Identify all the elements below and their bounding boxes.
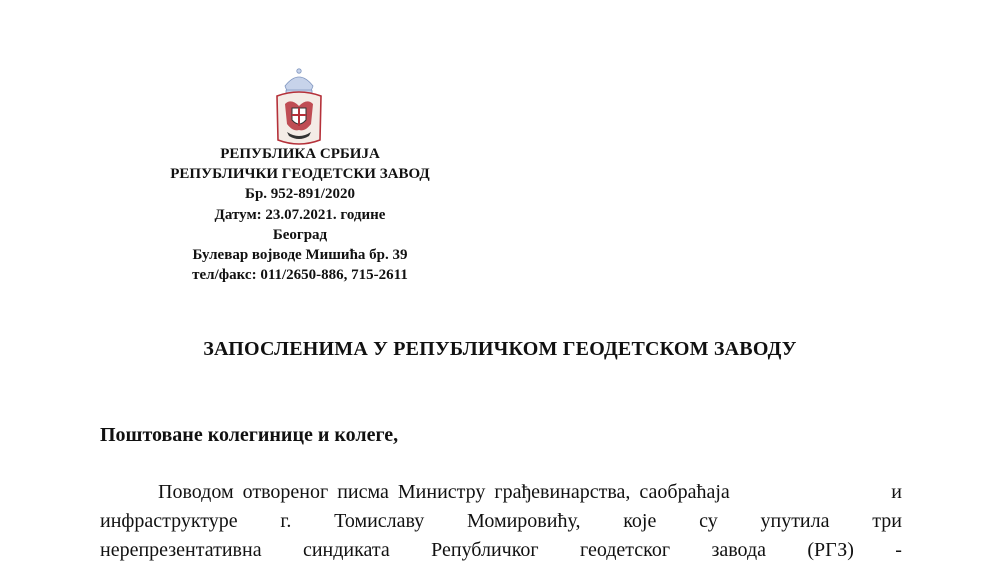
word: и <box>891 481 902 503</box>
body-line <box>100 507 902 536</box>
word: геодетског <box>580 539 671 561</box>
word: отвореног <box>242 481 329 503</box>
serbian-coat-of-arms-icon <box>271 66 327 148</box>
word: Министру <box>397 481 486 503</box>
word: синдиката <box>302 539 390 561</box>
word: грађевинарства, <box>494 481 631 503</box>
word: упутила <box>760 510 830 532</box>
word: г. <box>280 510 292 532</box>
word: које <box>623 510 657 532</box>
header-country: РЕПУБЛИКА СРБИЈА <box>220 146 380 162</box>
header-city: Београд <box>272 226 328 243</box>
header-reference-number: Бр. 952-891/2020 <box>245 186 355 203</box>
header-phone-fax: тел/факс: 011/2650-886, 715-2611 <box>192 267 408 284</box>
word: писма <box>337 481 389 503</box>
header-institution: РЕПУБЛИЧКИ ГЕОДЕТСКИ ЗАВОД <box>170 166 430 183</box>
word: Томиславу <box>334 510 425 532</box>
word: су <box>699 510 718 532</box>
word: завода <box>711 539 766 561</box>
word: Момировићу, <box>467 510 581 532</box>
word: инфраструктуре <box>100 510 238 532</box>
word: Републичког <box>431 539 539 561</box>
document-header <box>130 144 470 285</box>
word: три <box>872 510 902 532</box>
word: саобраћаја <box>639 481 730 503</box>
salutation: Поштоване колегинице и колеге, <box>100 424 399 446</box>
document-title: ЗАПОСЛЕНИМА У РЕПУБЛИЧКОМ ГЕОДЕТСКОМ ЗАВОДУ <box>203 338 797 360</box>
body-text <box>100 478 902 565</box>
word: (РГЗ) <box>807 539 854 561</box>
body-line <box>100 478 902 507</box>
header-date: Датум: 23.07.2021. године <box>214 206 386 223</box>
word: - <box>895 539 902 561</box>
word: Поводом <box>158 481 234 503</box>
word: нерепрезентативна <box>100 539 262 561</box>
header-address: Булевар војводе Мишића бр. 39 <box>192 247 408 264</box>
body-line <box>100 536 902 565</box>
